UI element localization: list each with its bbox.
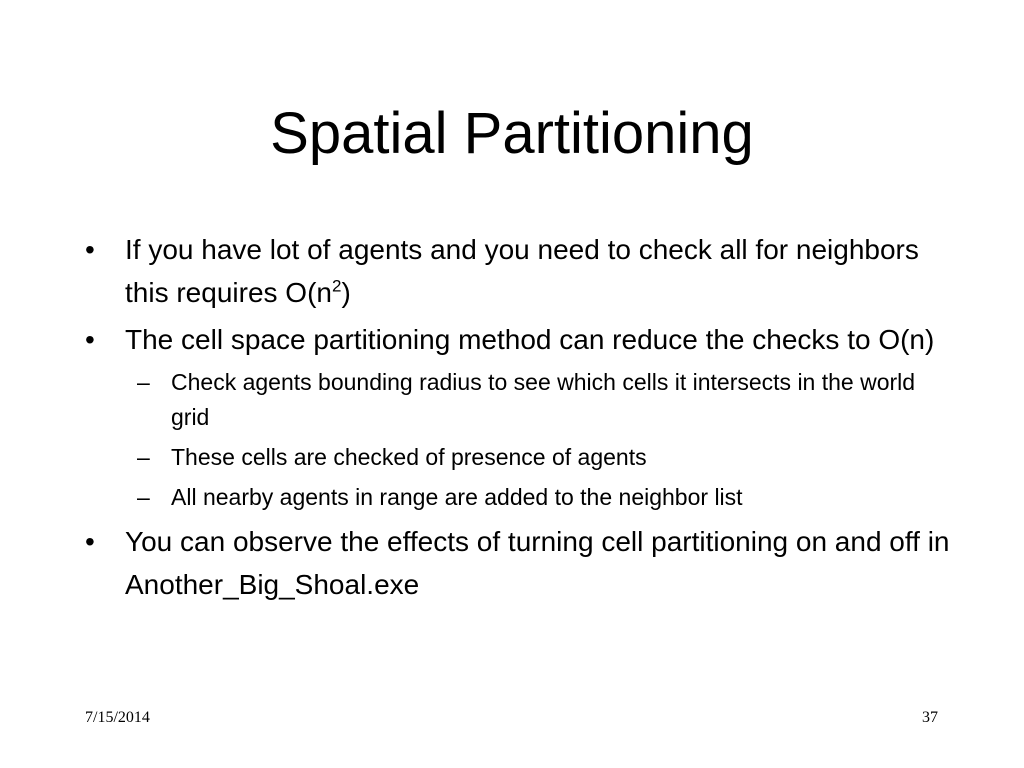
footer-page-number: 37: [922, 709, 938, 726]
bullet-list: [85, 228, 955, 610]
bullet-item-1: [85, 228, 955, 314]
bullet-item-2: [85, 318, 955, 361]
bullet-text-2: The cell space partitioning method can reduce the checks to O(n): [125, 324, 935, 355]
sub-item-1: [85, 365, 955, 435]
footer-date: 7/15/2014: [85, 709, 150, 726]
bullet-marker: •: [85, 234, 95, 265]
sub-marker: –: [137, 484, 150, 510]
bullet-text-3: You can observe the effects of turning cell partitioning on and off in Another_Big_Shoal.exe: [125, 526, 950, 600]
bullet-marker: •: [85, 526, 95, 557]
bullet-text-1a: If you have lot of agents and you need to check all for neighbors this requires O(n: [125, 234, 919, 308]
sub-item-2: [85, 440, 955, 475]
sub-item-3: [85, 480, 955, 515]
bullet-text-1b: ): [341, 277, 351, 308]
sub-text-3: All nearby agents in range are added to the neighbor list: [171, 484, 743, 510]
sub-text-1: Check agents bounding radius to see which cells it intersects in the world grid: [171, 369, 916, 430]
slide-title: Spatial Partitioning: [270, 101, 754, 166]
sub-marker: –: [137, 369, 150, 395]
bullet-marker: •: [85, 324, 95, 355]
sub-text-2: These cells are checked of presence of agents: [171, 444, 647, 470]
bullet-item-3: [85, 520, 955, 606]
superscript-exponent: 2: [331, 276, 342, 296]
sub-marker: –: [137, 444, 150, 470]
